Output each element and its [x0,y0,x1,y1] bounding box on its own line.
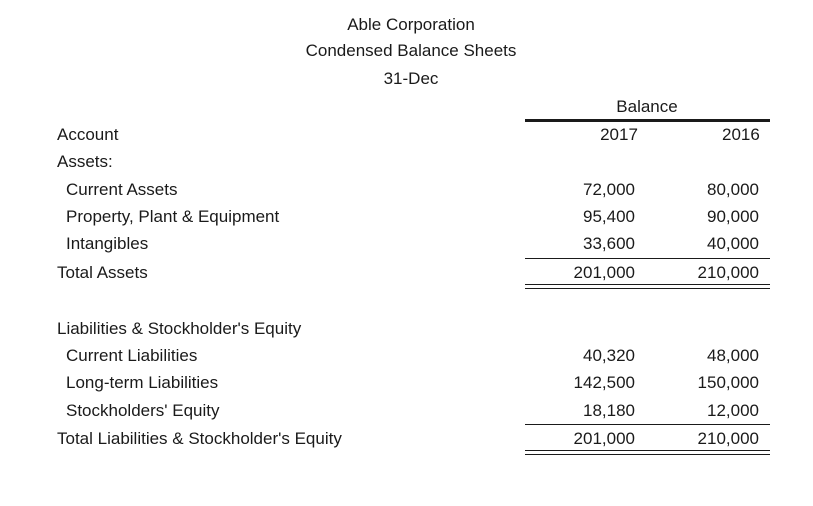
row-label-ppe: Property, Plant & Equipment [66,207,280,226]
company-name: Able Corporation [347,15,475,34]
value-ppe-2017: 95,400 [583,207,635,226]
value-stockholders-equity-2016: 12,000 [707,401,759,420]
value-total-assets-2017: 201,000 [573,263,635,282]
row-label-intangibles: Intangibles [66,234,149,253]
year-2017-header: 2017 [600,125,638,144]
assets-total-double-rule [525,284,770,289]
value-current-liabilities-2016: 48,000 [707,346,759,365]
liabilities-total-double-rule [525,450,770,455]
liabilities-section-label: Liabilities & Stockholder's Equity [57,319,302,338]
row-label-current-liabilities: Current Liabilities [66,346,198,365]
value-total-assets-2016: 210,000 [697,263,759,282]
assets-subtotal-rule [525,258,770,259]
value-total-liabilities-equity-2016: 210,000 [697,429,759,448]
year-2016-header: 2016 [722,125,760,144]
value-long-term-liabilities-2016: 150,000 [697,373,759,392]
value-intangibles-2016: 40,000 [707,234,759,253]
value-total-liabilities-equity-2017: 201,000 [573,429,635,448]
row-label-stockholders-equity: Stockholders' Equity [66,401,220,420]
row-label-long-term-liabilities: Long-term Liabilities [66,373,219,392]
row-label-current-assets: Current Assets [66,180,178,199]
value-current-liabilities-2017: 40,320 [583,346,635,365]
value-stockholders-equity-2017: 18,180 [583,401,635,420]
row-label-total-assets: Total Assets [57,263,148,282]
account-column-header: Account [57,125,119,144]
value-current-assets-2017: 72,000 [583,180,635,199]
header-rule [525,119,770,122]
statement-date: 31-Dec [383,69,439,88]
row-label-total-liabilities-equity: Total Liabilities & Stockholder's Equity [57,429,342,448]
assets-section-label: Assets: [57,152,113,171]
statement-title: Condensed Balance Sheets [305,41,517,60]
value-long-term-liabilities-2017: 142,500 [573,373,635,392]
value-intangibles-2017: 33,600 [583,234,635,253]
liabilities-subtotal-rule [525,424,770,425]
balance-column-group-label: Balance [616,97,678,116]
value-current-assets-2016: 80,000 [707,180,759,199]
value-ppe-2016: 90,000 [707,207,759,226]
